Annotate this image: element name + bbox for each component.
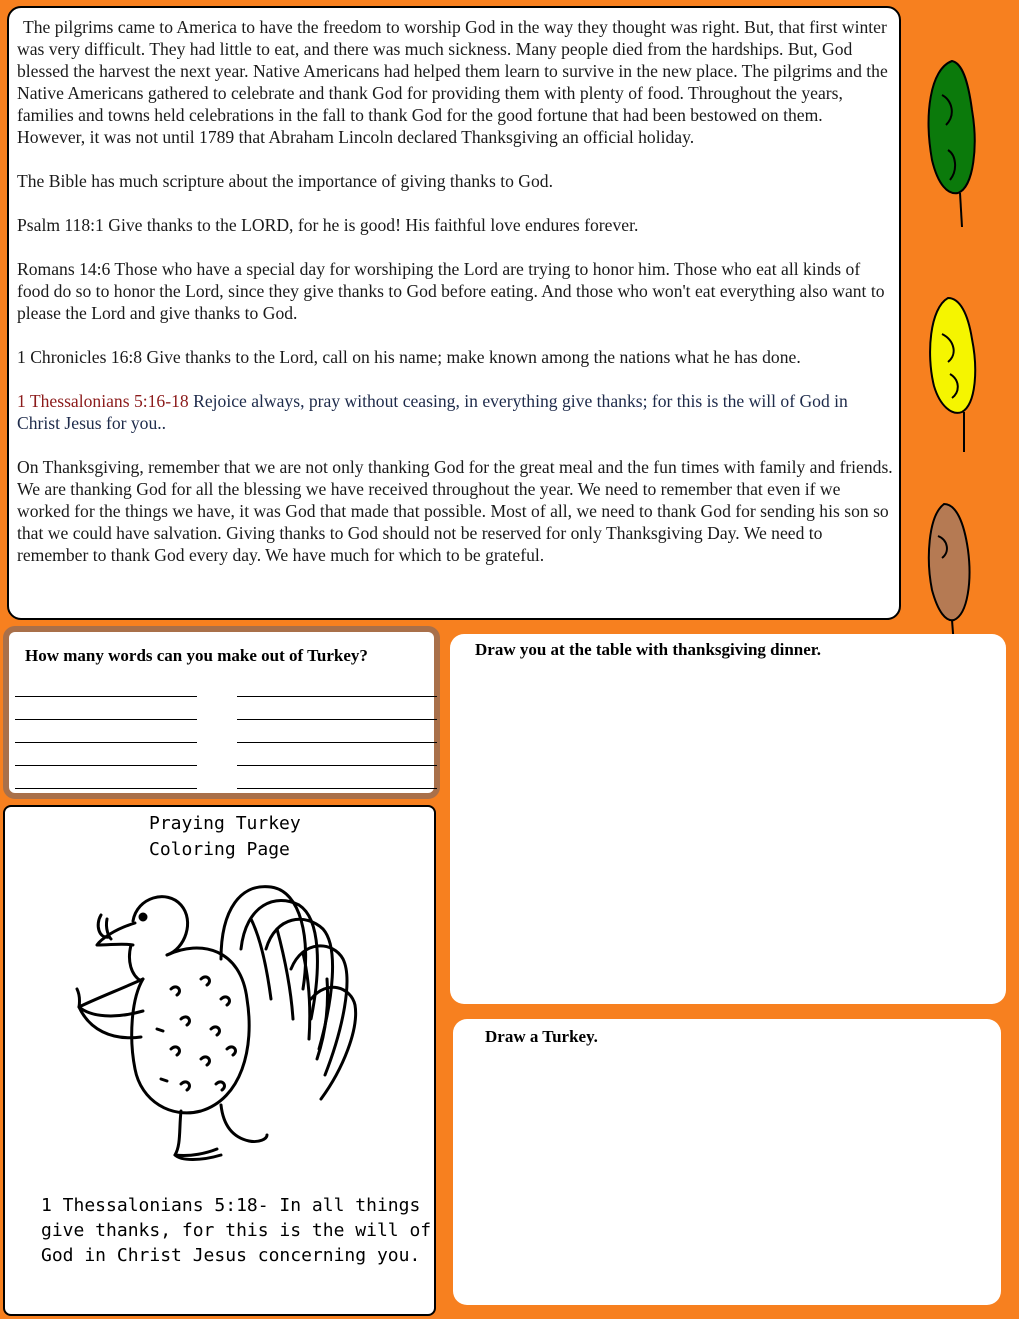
psalm-verse: Psalm 118:1 Give thanks to the LORD, for he is good! His faithful love endures forever. xyxy=(17,215,639,235)
draw-dinner-title: Draw you at the table with thanksgiving dinner. xyxy=(475,640,822,659)
coloring-title-line: Praying Turkey xyxy=(149,813,301,834)
coloring-title-line: Coloring Page xyxy=(149,839,290,860)
intro-paragraph: The pilgrims came to America to have the freedom to worship God in the way they thought was right. But, that first winter was very difficult. They had little to eat, and there was much sickness. Many people died from the hardships. But, God blessed the harvest the next year. Native Americans had helped them learn to survive in the new place. The pilgrims and the Native Americans gathered to celebrate and thank God for providing them with plenty of food. Throughout the years, families and towns held celebrations in the fall to thank God for the good fortune that had been bestowed on them. However, it was not until 1789 that Abraham Lincoln declared Thanksgiving an official holiday. xyxy=(17,17,888,147)
answer-line[interactable] xyxy=(237,719,437,720)
answer-line[interactable] xyxy=(237,696,437,697)
answer-line[interactable] xyxy=(237,742,437,743)
praying-turkey-icon[interactable] xyxy=(71,879,371,1169)
coloring-title xyxy=(149,811,301,863)
answer-line[interactable] xyxy=(15,788,197,789)
article-panel xyxy=(7,6,901,620)
answer-line[interactable] xyxy=(15,719,197,720)
coloring-page-panel xyxy=(3,805,436,1316)
brown-feather-icon xyxy=(920,500,980,648)
words-activity-title: How many words can you make out of Turkey? xyxy=(25,646,368,665)
answer-line[interactable] xyxy=(15,696,197,697)
thessalonians-verse xyxy=(17,390,893,434)
coloring-verse-line: give thanks, for this is the will of xyxy=(41,1220,432,1241)
coloring-verse-line: 1 Thessalonians 5:18- In all things xyxy=(41,1195,421,1216)
answer-line[interactable] xyxy=(237,788,437,789)
draw-turkey-panel[interactable] xyxy=(453,1019,1001,1305)
draw-turkey-title: Draw a Turkey. xyxy=(485,1027,598,1046)
yellow-feather-icon xyxy=(922,294,982,454)
scripture-intro: The Bible has much scripture about the importance of giving thanks to God. xyxy=(17,171,553,191)
romans-verse: Romans 14:6 Those who have a special day for worshiping the Lord are trying to honor him. Those who eat all kinds of food do so to honor the Lord, since they give thanks to God before eating. And those who won't eat everything also want to please the Lord and give thanks to God. xyxy=(17,259,885,323)
draw-dinner-panel[interactable] xyxy=(450,634,1006,1004)
chronicles-verse: 1 Chronicles 16:8 Give thanks to the Lord, call on his name; make known among the nations what he has done. xyxy=(17,347,801,367)
thessalonians-text: Rejoice always, pray without ceasing, in everything give thanks; for this is the will of God in Christ Jesus for you.. xyxy=(17,391,848,433)
answer-line[interactable] xyxy=(15,765,197,766)
green-feather-icon xyxy=(922,55,982,230)
words-activity-panel xyxy=(3,626,440,799)
thessalonians-ref: 1 Thessalonians 5:16-18 xyxy=(17,391,189,411)
answer-line[interactable] xyxy=(237,765,437,766)
coloring-verse-line: God in Christ Jesus concerning you. xyxy=(41,1245,421,1266)
closing-paragraph: On Thanksgiving, remember that we are not only thanking God for the great meal and the fun times with family and friends. We are thanking God for all the blessing we have received throughout the year. We need to remember that even if we worked for the things we have, it was God that made that possible. Most of all, we need to thank God for sending his son so that we could have salvation. Giving thanks to God should not be reserved for only Thanksgiving Day. We need to remember to thank God every day. We have much for which to be grateful. xyxy=(17,457,893,565)
coloring-verse xyxy=(41,1193,431,1268)
answer-line[interactable] xyxy=(15,742,197,743)
